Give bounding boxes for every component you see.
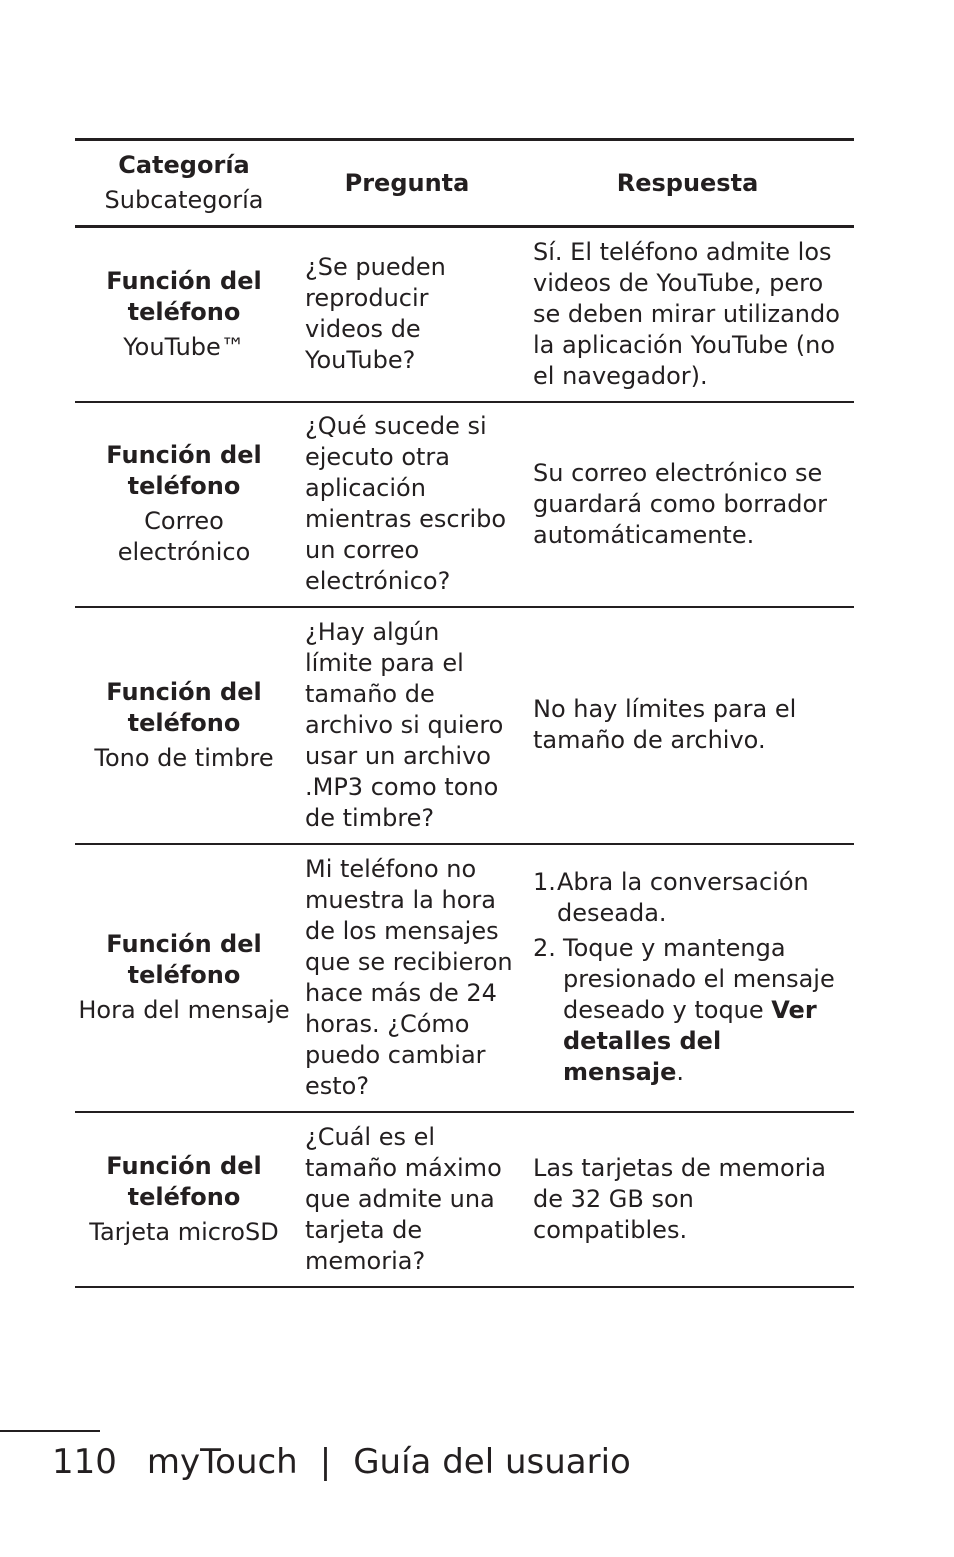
category-label: Función del teléfono (106, 441, 262, 500)
subcategory-label: Tono de timbre (94, 743, 274, 772)
header-answer: Respuesta (616, 168, 759, 197)
page-footer (52, 1440, 631, 1484)
step-item (533, 933, 846, 1088)
header-subcategory-label: Subcategoría (104, 186, 264, 214)
answer-steps (533, 867, 846, 1088)
row-answer: Su correo electrónico se guardará como borrador automáticamente. (533, 458, 828, 549)
row-question: Mi teléfono no muestra la hora de los mensajes que se recibieron hace más de 24 horas. ¿Cómo puedo cambiar esto? (305, 854, 513, 1100)
step-number: 1. (533, 868, 556, 896)
row-question: ¿Qué sucede si ejecuto otra aplicación mientras escribo un correo electrónico? (305, 412, 507, 595)
header-row (75, 140, 854, 227)
subcategory-label: Tarjeta microSD (89, 1217, 279, 1246)
row-answer (521, 844, 854, 1112)
table-row (75, 402, 854, 607)
step-text: Abra la conversación deseada. (557, 868, 809, 927)
step-menu-option: Ver detalles del mensaje (563, 996, 817, 1086)
category-label: Función del teléfono (106, 677, 262, 737)
faq-table (75, 138, 854, 1288)
row-category (75, 844, 293, 1112)
header-question: Pregunta (344, 168, 470, 197)
step-text: Toque y mantenga presionado el mensaje deseado y toque (563, 934, 835, 1024)
row-category (75, 227, 293, 402)
subcategory-label: YouTube™ (123, 332, 245, 361)
category-label: Función del teléfono (106, 266, 262, 326)
category-label: Función del teléfono (106, 930, 262, 989)
row-category (75, 402, 293, 607)
table-row (75, 1112, 854, 1287)
subcategory-label: Correo electrónico (117, 507, 251, 566)
page-number: 110 (52, 1442, 117, 1482)
table-header (75, 140, 854, 227)
step-text-end: . (676, 1058, 684, 1086)
table-row (75, 607, 854, 844)
header-category-label: Categoría (118, 151, 250, 179)
row-answer: Las tarjetas de memoria de 32 GB son compatibles. (533, 1153, 826, 1244)
table-row (75, 227, 854, 402)
product-name: myTouch (146, 1442, 298, 1482)
step-number: 2. (533, 934, 556, 962)
row-category (75, 1112, 293, 1287)
header-category (75, 140, 293, 227)
table-row (75, 844, 854, 1112)
row-answer: Sí. El teléfono admite los videos de YouTube, pero se deben mirar utilizando la aplicación YouTube (no el navegador). (533, 237, 840, 390)
step-item (533, 867, 846, 929)
subcategory-label: Hora del mensaje (78, 996, 290, 1024)
footer-separator: | (319, 1442, 332, 1482)
footer-rule (0, 1430, 100, 1432)
row-category (75, 607, 293, 844)
row-answer: No hay límites para el tamaño de archivo. (533, 695, 797, 754)
category-label: Función del teléfono (106, 1151, 262, 1211)
row-question: ¿Hay algún límite para el tamaño de archivo si quiero usar un archivo .MP3 como tono de timbre? (305, 617, 504, 832)
row-question: ¿Cuál es el tamaño máximo que admite una tarjeta de memoria? (305, 1122, 502, 1275)
row-question: ¿Se pueden reproducir videos de YouTube? (305, 253, 446, 375)
guide-title: Guía del usuario (353, 1442, 631, 1482)
